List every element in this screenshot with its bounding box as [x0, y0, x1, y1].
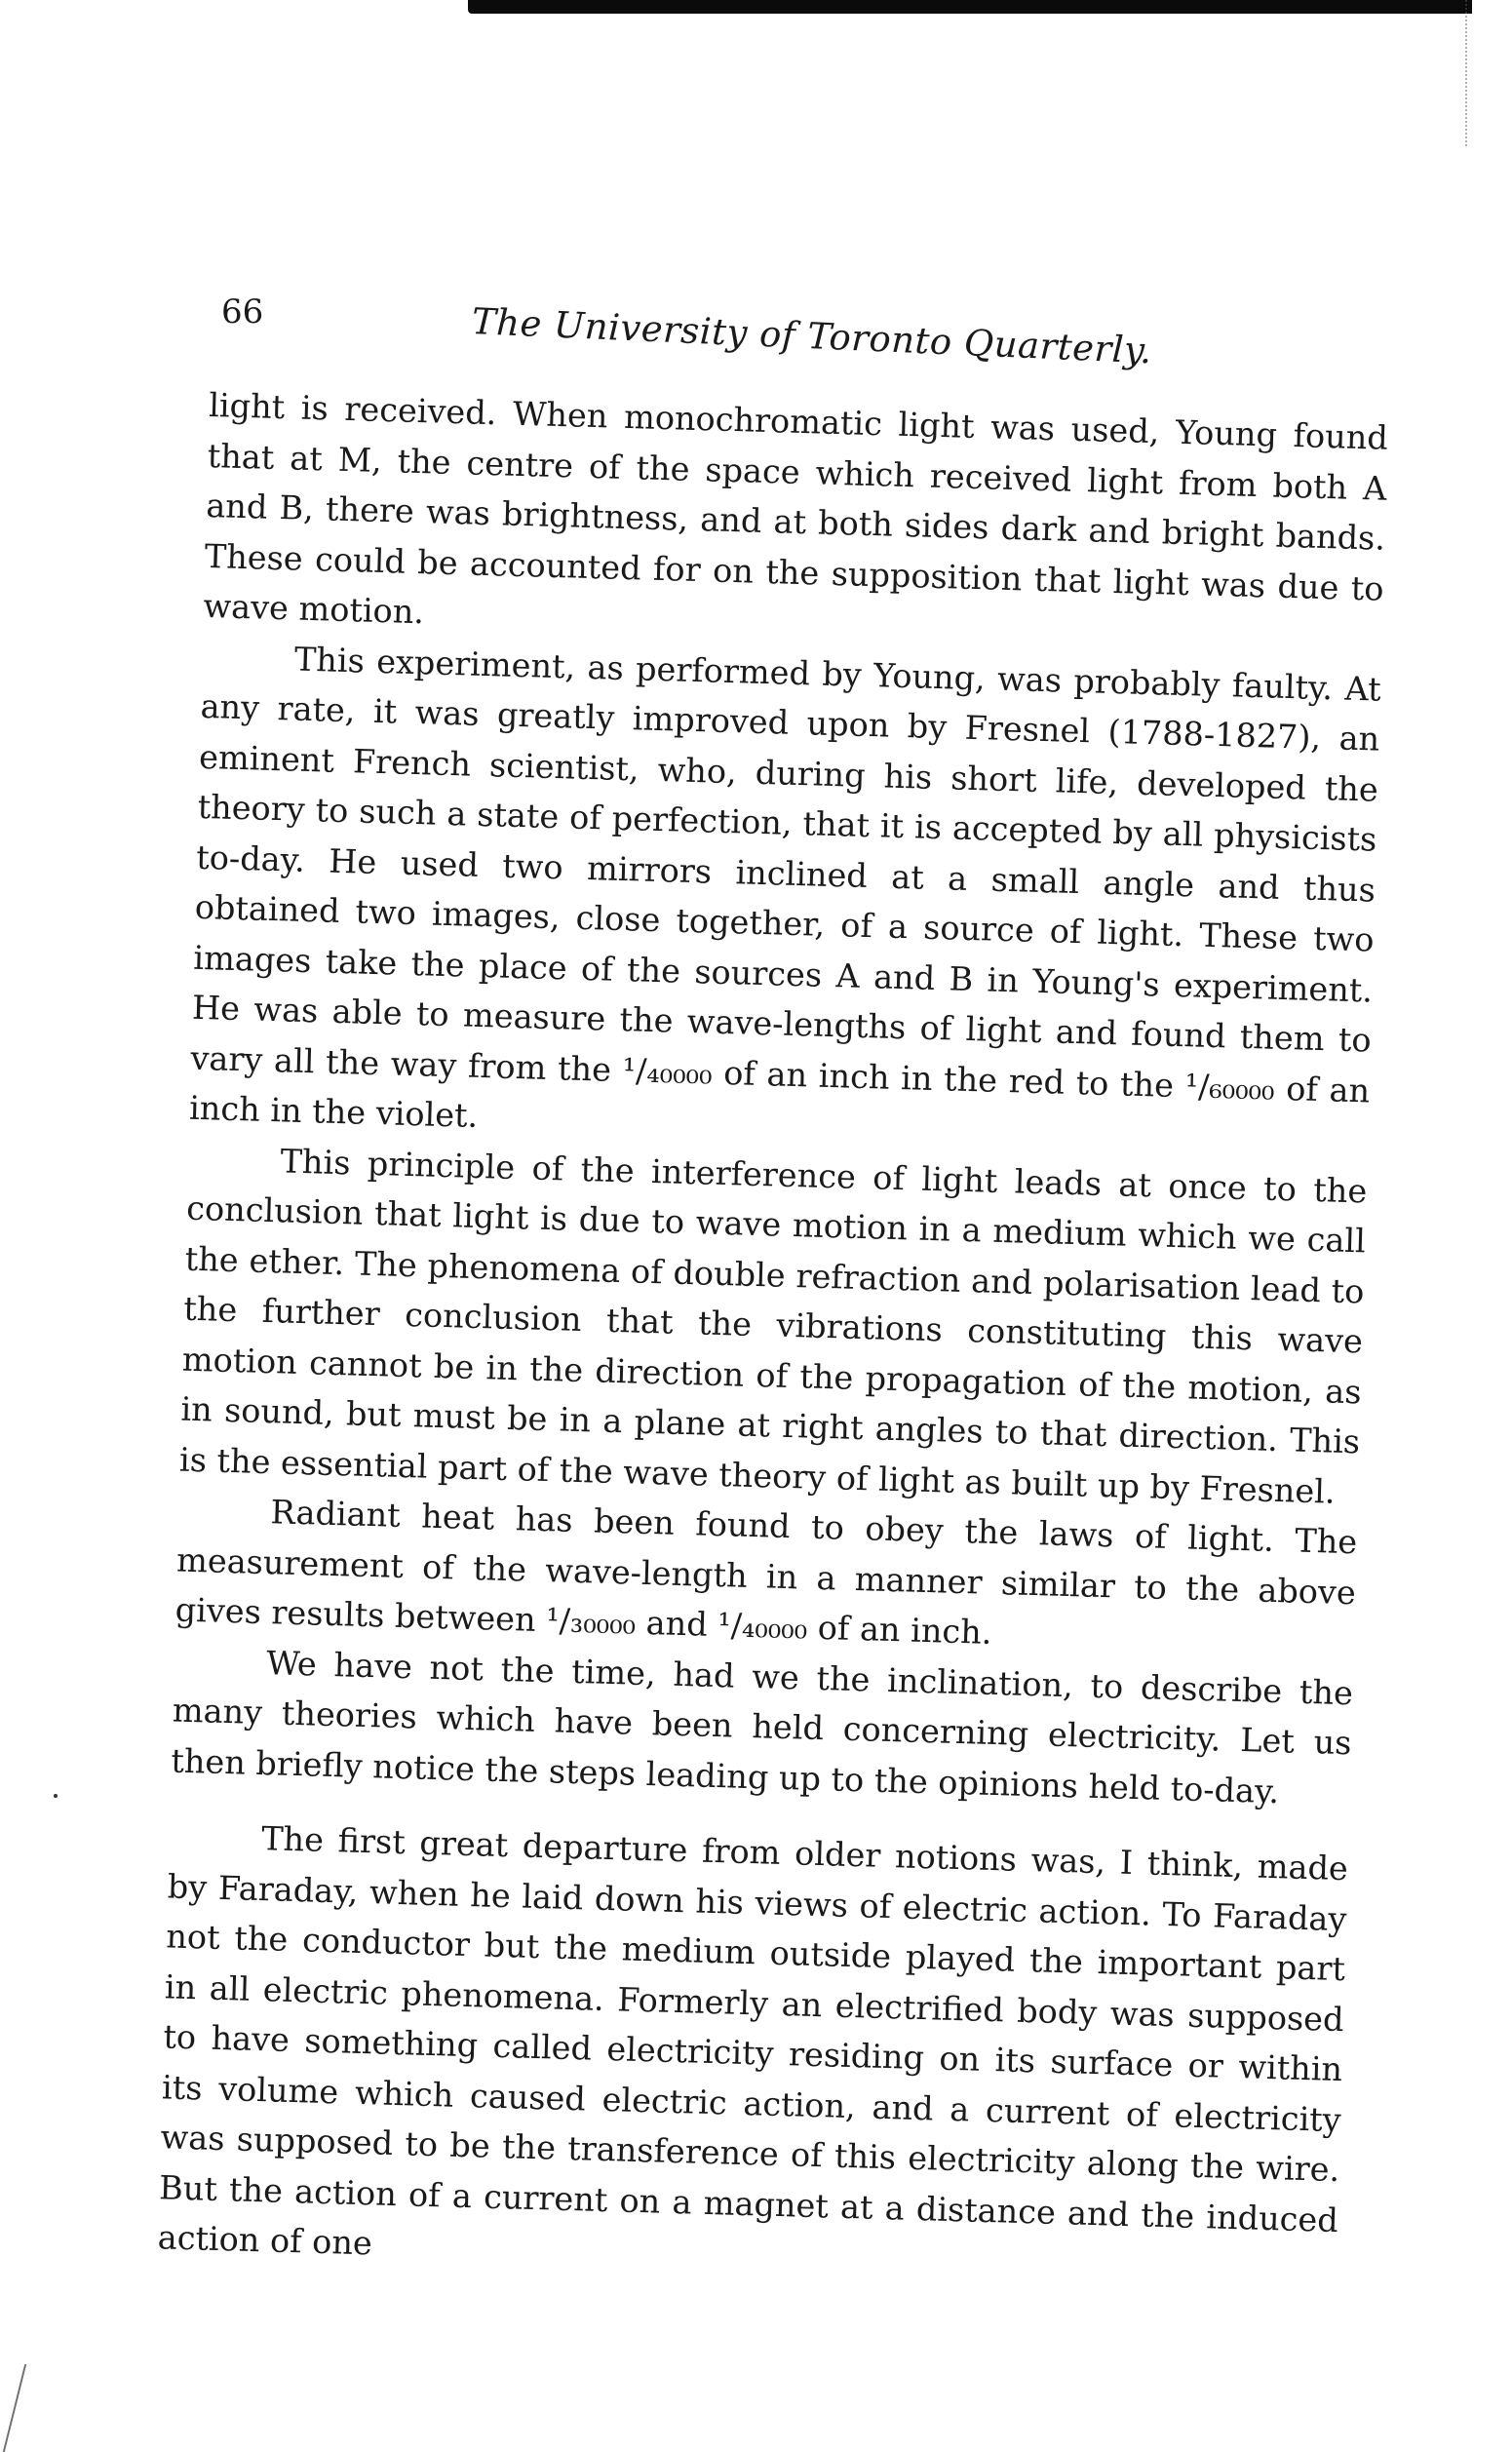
- margin-mark: [54, 1794, 58, 1798]
- page-number: 66: [221, 292, 264, 331]
- page-header: [210, 292, 1389, 372]
- paragraph-faraday: The first great departure from older notions was, I think, made by Faraday, when he laid down his views of electric action. To Faraday not the conductor but the medium outside played the important part in all electric phenomena. Formerly an electrified body was supposed to have something called electricity residing on its surface or within its volume which caused electric action, and a current of electricity was supposed to be the transference of this electricity along the wire. But the action of a current on a magnet at a distance and the induced action of one: [157, 1819, 1349, 2263]
- paragraph-interference-principle: This principle of the interference of light leads at once to the conclusion that light is due to wave motion in a medium which we call the ether. The phenomena of double refraction and polarisation lead to the further conclusion that the vibrations constituting this wave motion cannot be in the direction of the propagation of the motion, as in sound, but must be in a plane at right angles to that direction. This is the essential part of the wave theory of light as built up by Fresnel.: [178, 1141, 1368, 1511]
- page-body: [157, 0, 1389, 2452]
- running-title: The University of Toronto Quarterly.: [471, 300, 1153, 372]
- paragraph-electricity-theories: We have not the time, had we the inclination, to describe the many theories which have been held concerning electricity. Let us then briefly notice the steps leading up to the opinions held to-day.: [170, 1643, 1354, 1810]
- corner-scratch-mark: [1465, 0, 1494, 146]
- paragraph-continued: light is received. When monochromatic light was used, Young found that at M, the centre of the space which received light from both A and B, there was brightness, and at both sides dark and bright bands. These could be accounted for on the supposition that light was due to wave motion.: [202, 385, 1389, 632]
- text-column: [157, 380, 1388, 2296]
- paragraph-radiant-heat: Radiant heat has been found to obey the laws of light. The measurement of the wave-length in a manner similar to the above gives results between ¹/₃₀₀₀₀ and ¹/₄₀₀₀₀ of an inch.: [174, 1493, 1358, 1652]
- paragraph-fresnel-experiment: This experiment, as performed by Young, was probably faulty. At any rate, it was greatly improved upon by Fresnel (1788-1827), an eminent French scientist, who, during his short life, developed the theory to such a state of perfection, that it is accepted by all physicists to-day. He used two mirrors inclined at a small angle and thus obtained two images, close together, of a source of light. These two images take the place of the sources A and B in Young's experiment. He was able to measure the wave-lengths of light and found them to vary all the way from the ¹/₄₀₀₀₀ of an inch in the red to the ¹/₆₀₀₀₀ of an inch in the violet.: [188, 640, 1382, 1135]
- bottom-edge-mark: [0, 2364, 26, 2452]
